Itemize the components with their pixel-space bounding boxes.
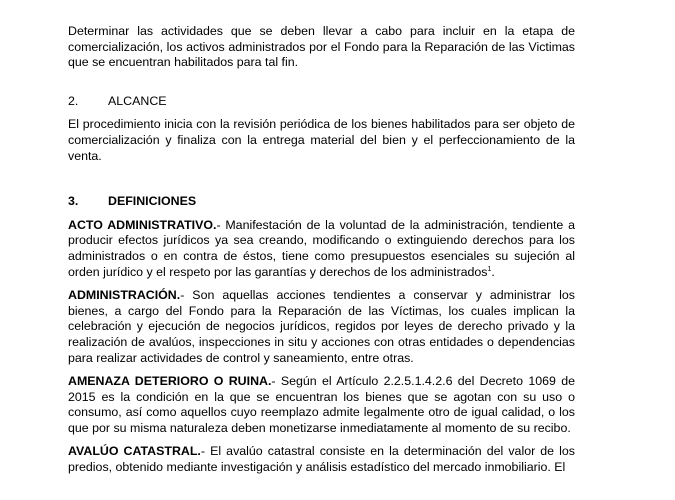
- section-title: DEFINICIONES: [108, 194, 197, 209]
- section-heading-alcance: [68, 94, 575, 110]
- document-page: [68, 24, 575, 474]
- definition-text: - El avalúo catastral consiste en la determinación del valor de los predios, obtenido mediante investigación y análisis estadístico del mercado inmobiliario. El: [68, 444, 575, 475]
- alcance-paragraph: El procedimiento inicia con la revisión periódica de los bienes habilitados para ser objeto de comercialización y finaliza con la entrega material del bien y el perfeccionamiento de la venta.: [68, 117, 575, 163]
- definition-avaluo-catastral-wrap: [68, 444, 575, 474]
- definition-term: AMENAZA DETERIORO O RUINA.: [68, 374, 272, 389]
- definition-administracion: [68, 288, 575, 366]
- definition-term: AVALÚO CATASTRAL.: [68, 444, 201, 459]
- section-title: ALCANCE: [108, 93, 167, 108]
- definition-text: - Según el Artículo 2.2.5.1.4.2.6 del Decreto 1069 de 2015 es la condición en la que se encuentran los bienes que se agotan con su uso o consumo, así como aquellos cuyo reemplazo admite legalmente otro de igual calidad, o los que por su misma naturaleza deben monetizarse inmediatamente al momento de su recibo.: [68, 374, 575, 435]
- definition-term: ADMINISTRACIÓN.: [68, 288, 181, 303]
- objective-paragraph: Determinar las actividades que se deben llevar a cabo para incluir en la etapa de comercialización, los activos administrados por el Fondo para la Reparación de las Victimas que se encuentran habilitados para tal fin.: [68, 24, 575, 70]
- definition-acto-administrativo: ACTO ADMINISTRATIVO.- Manifestación de la voluntad de la administración, tendiente a producir efectos jurídicos ya sea creando, modificando o extinguiendo derechos para los administrados o en contra de éstos, tiene como presupuestos esenciales su sujeción al orden jurídico y el respeto por las garantías y derechos de los administrados$^1$.: [68, 217, 576, 279]
- section-heading-definiciones: [68, 194, 575, 210]
- definition-term: ACTO ADMINISTRATIVO.: [68, 217, 217, 232]
- definition-avaluo-catastral: [68, 444, 575, 474]
- section-number: 2.: [68, 93, 79, 108]
- definition-text: - Son aquellas acciones tendientes a conservar y administrar los bienes, a cargo del Fondo para la Reparación de las Víctimas, los cuales implican la celebración y ejecución de negocios jurídicos, regidos por leyes de derecho privado y la realización de avalúos, inspecciones in situ y acciones con otras entidades o dependencias para realizar actividades de control y saneamiento, entre otras.: [68, 288, 575, 365]
- section-number: 3.: [68, 194, 79, 209]
- definition-amenaza-deterioro: [68, 374, 575, 436]
- definition-text: - Manifestación de la voluntad de la administración, tendiente a producir efectos jurídicos ya sea creando, modificando o extinguiendo derechos para los administrados o en contra de éstos, tiene como presupuestos esenciales su sujeción al orden jurídico y el respeto por las garantías y derechos de los administrados: [68, 217, 576, 279]
- footnote-marker: 1: [487, 265, 492, 273]
